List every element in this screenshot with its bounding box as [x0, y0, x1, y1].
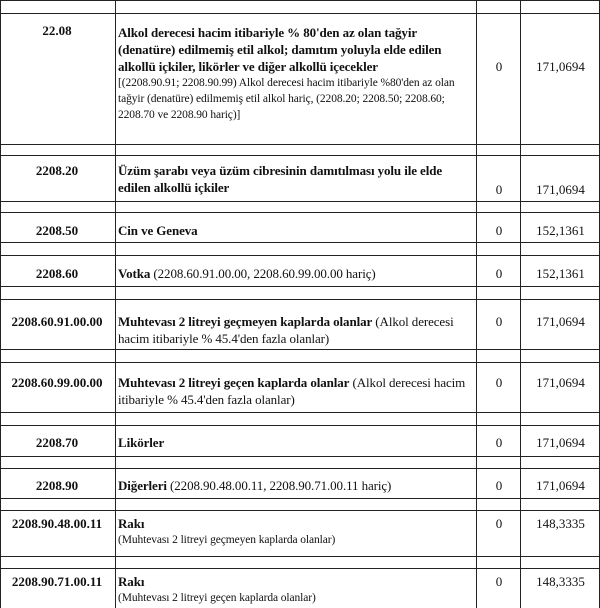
item-description [118, 374, 474, 408]
description-bold: Diğerleri [118, 478, 167, 493]
row-rule [0, 144, 600, 145]
item-description [118, 477, 474, 494]
tax-amount: 148,3335 [536, 516, 585, 531]
description-normal: (Alkol derecesi hacim itibariyle % 45.4'den fazla olanlar) [118, 375, 466, 407]
tax-rate: 0 [495, 435, 503, 450]
row-rule [0, 286, 600, 287]
row-rule [0, 498, 600, 499]
row-rule [0, 412, 600, 413]
tariff-code: 2208.50 [35, 223, 79, 238]
row-rule [0, 0, 600, 1]
row-rule [0, 255, 600, 256]
tax-rate: 0 [495, 516, 503, 531]
row-rule [0, 299, 600, 300]
tariff-code: 2208.60.99.00.00 [11, 375, 103, 390]
description-note: (Muhtevası 2 litreyi geçmeyen kaplarda olanlar) [118, 534, 336, 546]
tariff-code: 2208.60.91.00.00 [11, 314, 103, 329]
tax-amount: 152,1361 [536, 266, 585, 281]
row-rule [0, 510, 600, 511]
item-description [118, 24, 474, 123]
item-description [118, 313, 474, 347]
description-bold: Rakı [118, 574, 145, 589]
description-bold: Muhtevası 2 litreyi geçen kaplarda olanlar [118, 375, 350, 390]
tax-amount: 171,0694 [536, 435, 585, 450]
description-normal: (2208.90.48.00.11, 2208.90.71.00.11 hariç) [166, 478, 392, 493]
item-description [118, 515, 474, 548]
tariff-code: 2208.90 [35, 478, 79, 493]
tax-amount: 152,1361 [536, 223, 585, 238]
row-rule [0, 425, 600, 426]
tax-rate: 0 [495, 314, 503, 329]
tax-amount: 171,0694 [536, 478, 585, 493]
description-bold: Likörler [118, 435, 165, 450]
row-rule [0, 212, 600, 213]
tariff-code: 2208.70 [35, 435, 79, 450]
row-rule [0, 349, 600, 350]
tax-amount: 148,3335 [536, 574, 585, 589]
column-rule [115, 0, 116, 608]
tax-amount: 171,0694 [536, 314, 585, 329]
description-note: [(2208.90.91; 2208.90.99) Alkol derecesi hacim itibariyle %80'den az olan tağyir (denatüre) edilmemiş etil alkol hariç, (2208.20; 2208.50; 2208.60; 2208.70 ve 2208.90 hariç)] [118, 77, 455, 121]
row-rule [0, 13, 600, 14]
row-rule [0, 155, 600, 156]
item-description [118, 573, 474, 606]
row-rule [0, 468, 600, 469]
row-rule [0, 556, 600, 557]
description-bold: Rakı [118, 516, 145, 531]
row-rule [0, 242, 600, 243]
tariff-code: 2208.90.48.00.11 [11, 516, 103, 531]
description-normal: (Alkol derecesi hacim itibariyle % 45.4'den fazla olanlar) [118, 314, 454, 346]
tax-rate: 0 [495, 574, 503, 589]
tax-amount: 171,0694 [536, 59, 585, 74]
tariff-code: 22.08 [42, 23, 72, 38]
tax-rate: 0 [495, 182, 503, 197]
description-note: (Muhtevası 2 litreyi geçen kaplarda olanlar) [118, 592, 316, 604]
tariff-code: 2208.90.71.00.11 [11, 574, 103, 589]
item-description [118, 222, 474, 239]
tax-amount: 171,0694 [536, 182, 585, 197]
row-rule [0, 456, 600, 457]
row-rule [0, 568, 600, 569]
tax-amount: 171,0694 [536, 375, 585, 390]
row-rule [0, 201, 600, 202]
description-bold: Cin ve Geneva [118, 223, 198, 238]
row-rule [0, 362, 600, 363]
description-bold: Üzüm şarabı veya üzüm cibresinin damıtılması yolu ile elde edilen alkollü içkiler [118, 163, 443, 195]
description-bold: Muhtevası 2 litreyi geçmeyen kaplarda olanlar [118, 314, 373, 329]
item-description [118, 265, 474, 282]
description-bold: Votka [118, 266, 151, 281]
tariff-code: 2208.60 [35, 266, 79, 281]
tariff-code: 2208.20 [35, 163, 79, 178]
description-bold: Alkol derecesi hacim itibariyle % 80'den az olan tağyir (denatüre) edilmemiş etil alkol; damıtım yoluyla elde edilen alkollü içkiler, likörler ve diğer alkollü içecekler [118, 25, 442, 74]
description-normal: (2208.60.91.00.00, 2208.60.99.00.00 hariç) [150, 266, 376, 281]
tax-rate: 0 [495, 223, 503, 238]
item-description [118, 434, 474, 451]
item-description [118, 162, 474, 196]
tax-rate: 0 [495, 266, 503, 281]
tax-rate: 0 [495, 478, 503, 493]
column-rule [476, 0, 477, 608]
tax-rate: 0 [495, 375, 503, 390]
tax-rate: 0 [495, 59, 503, 74]
